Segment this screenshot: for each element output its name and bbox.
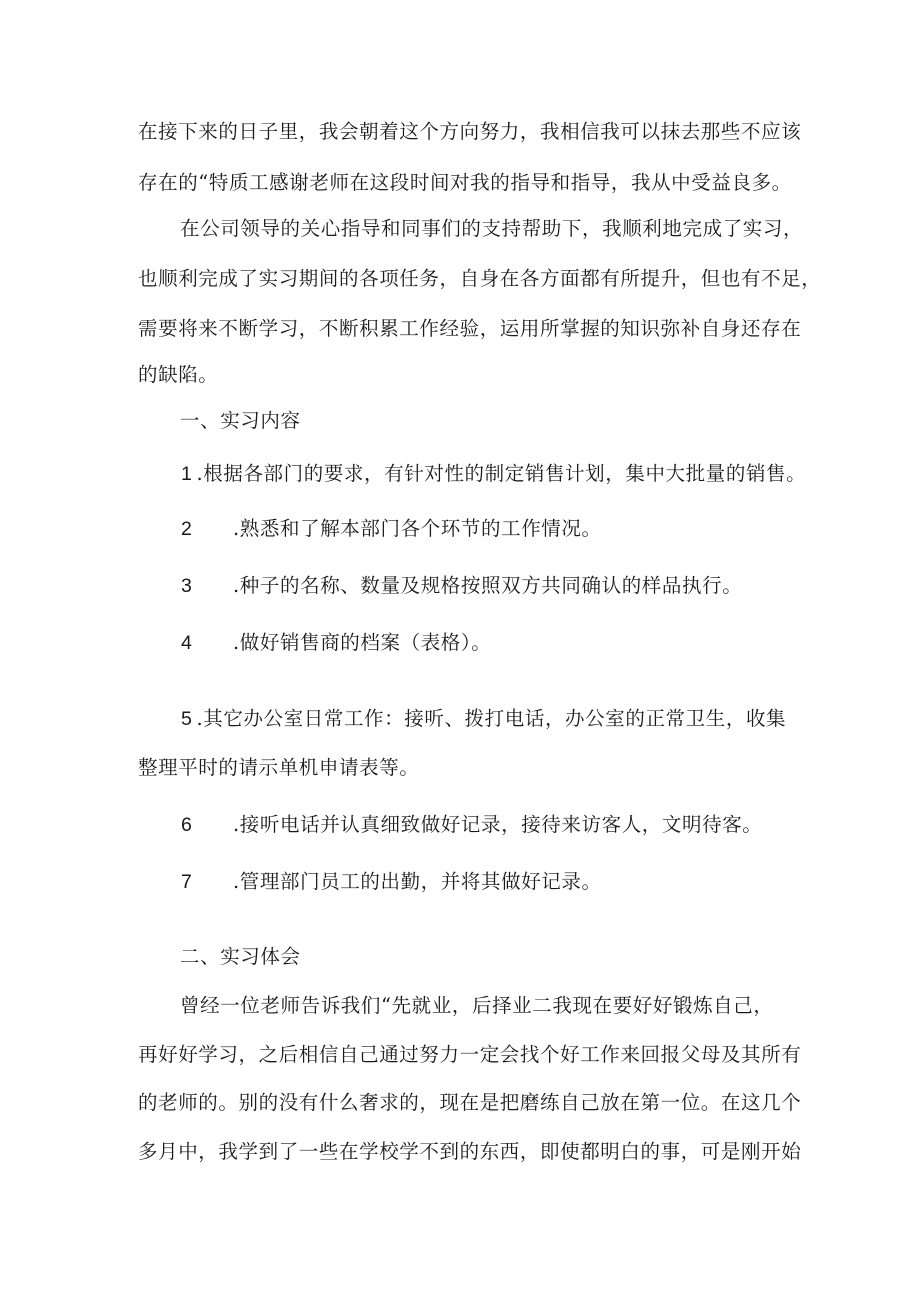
list-item-text: .熟悉和了解本部门各个环节的工作情况。: [233, 517, 602, 540]
list-item-number: 7: [181, 871, 193, 893]
paragraph-line: 也顺利完成了实习期间的各项任务，自身在各方面都有所提升，但也有不足，: [138, 267, 822, 290]
list-item-number: 5: [181, 708, 193, 730]
list-item-number: 1: [181, 463, 193, 485]
list-item-text: .其它办公室日常工作：接听、拨打电话，办公室的正常卫生，收集: [196, 707, 787, 730]
section-heading: 一、实习内容: [180, 409, 301, 432]
list-item: [181, 869, 602, 895]
list-item-continuation: 整理平时的请示单机申请表等。: [138, 756, 420, 779]
list-item-text: .做好销售商的档案（表格）。: [233, 631, 492, 654]
list-item-text: .种子的名称、数量及规格按照双方共同确认的样品执行。: [233, 574, 743, 597]
list-item: [181, 461, 806, 487]
list-item-number: 6: [181, 814, 193, 836]
paragraph-line: 需要将来不断学习，不断积累工作经验，运用所掌握的知识弥补自身还存在: [138, 317, 802, 340]
paragraph-line: 在接下来的日子里，我会朝着这个方向努力，我相信我可以抹去那些不应该: [138, 120, 802, 143]
list-item-text: .管理部门员工的出勤，并将其做好记录。: [233, 870, 602, 893]
list-item: [181, 812, 762, 838]
paragraph-line: 曾经一位老师告诉我们“先就业，后择业二我现在要好好锻炼自己，: [180, 994, 774, 1017]
list-item-text: .根据各部门的要求，有针对性的制定销售计划，集中大批量的销售。: [196, 462, 807, 485]
list-item: [181, 706, 786, 732]
paragraph-line: 在公司领导的关心指导和同事们的支持帮助下，我顺利地完成了实习，: [180, 217, 804, 240]
paragraph-line: 存在的“特质工感谢老师在这段时间对我的指导和指导，我从中受益良多。: [138, 171, 792, 194]
list-item-number: 3: [181, 575, 193, 597]
paragraph-line: 的缺陷。: [138, 363, 219, 386]
paragraph-line: 再好好学习，之后相信自己通过努力一定会找个好工作来回报父母及其所有: [138, 1043, 802, 1066]
list-item-text: .接听电话并认真细致做好记录，接待来访客人，文明待客。: [233, 813, 763, 836]
list-item: [181, 516, 602, 542]
list-item: [181, 573, 742, 599]
list-item: [181, 630, 491, 656]
list-item-number: 2: [181, 518, 193, 540]
list-item-number: 4: [181, 632, 193, 654]
section-heading: 二、实习体会: [180, 945, 301, 968]
paragraph-line: 的老师的。别的没有什么奢求的，现在是把磨练自己放在第一位。在这几个: [138, 1091, 802, 1114]
paragraph-line: 多月中，我学到了一些在学校学不到的东西，即使都明白的事，可是刚开始: [138, 1140, 802, 1163]
